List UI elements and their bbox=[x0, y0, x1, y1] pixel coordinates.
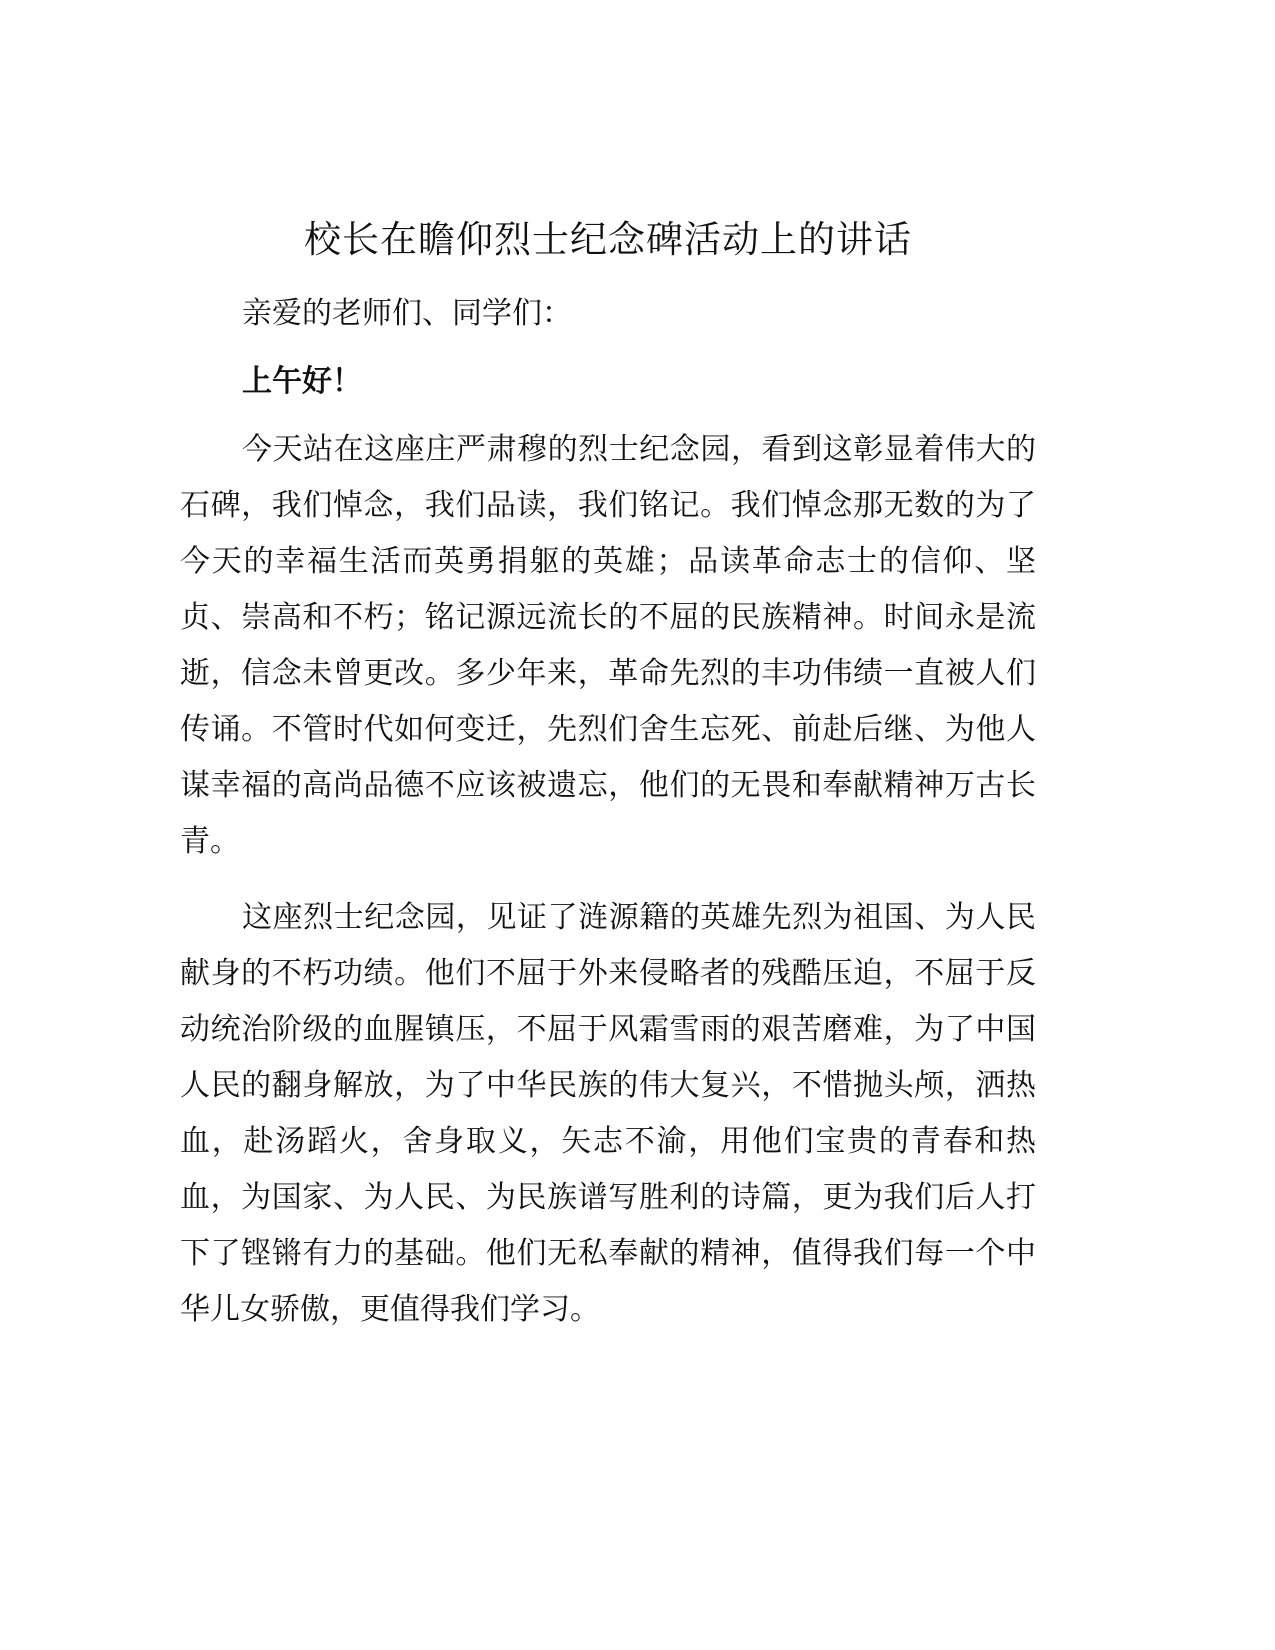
document-title: 校长在瞻仰烈士纪念碑活动上的讲话 bbox=[304, 218, 912, 261]
document-body bbox=[180, 212, 1036, 1338]
salutation: 亲爱的老师们、同学们： bbox=[242, 296, 572, 331]
body-paragraph-2: 这座烈士纪念园，见证了涟源籍的英雄先烈为祖国、为人民献身的不朽功绩。他们不屈于外来侵略者的残酷压迫，不屈于反动统治阶级的血腥镇压，不屈于风霜雪雨的艰苦磨难，为了中国人民的翻身解放，为了中华民族的伟大复兴，不惜抛头颅，洒热血，赴汤蹈火，舍身取义，矢志不渝，用他们宝贵的青春和热血，为国家、为人民、为民族谱写胜利的诗篇，更为我们后人打下了铿锵有力的基础。他们无私奉献的精神，值得我们每一个中华儿女骄傲，更值得我们学习。 bbox=[180, 900, 1036, 1327]
body-paragraph-1: 今天站在这座庄严肃穆的烈士纪念园，看到这彰显着伟大的石碑，我们悼念，我们品读，我们铭记。我们悼念那无数的为了今天的幸福生活而英勇捐躯的英雄；品读革命志士的信仰、坚贞、崇高和不朽；铭记源远流长的不屈的民族精神。时间永是流逝，信念未曾更改。多少年来，革命先烈的丰功伟绩一直被人们传诵。不管时代如何变迁，先烈们舍生忘死、前赴后继、为他人谋幸福的高尚品德不应该被遗忘，他们的无畏和奉献精神万古长青。 bbox=[180, 432, 1036, 859]
greeting: 上午好！ bbox=[242, 364, 362, 399]
